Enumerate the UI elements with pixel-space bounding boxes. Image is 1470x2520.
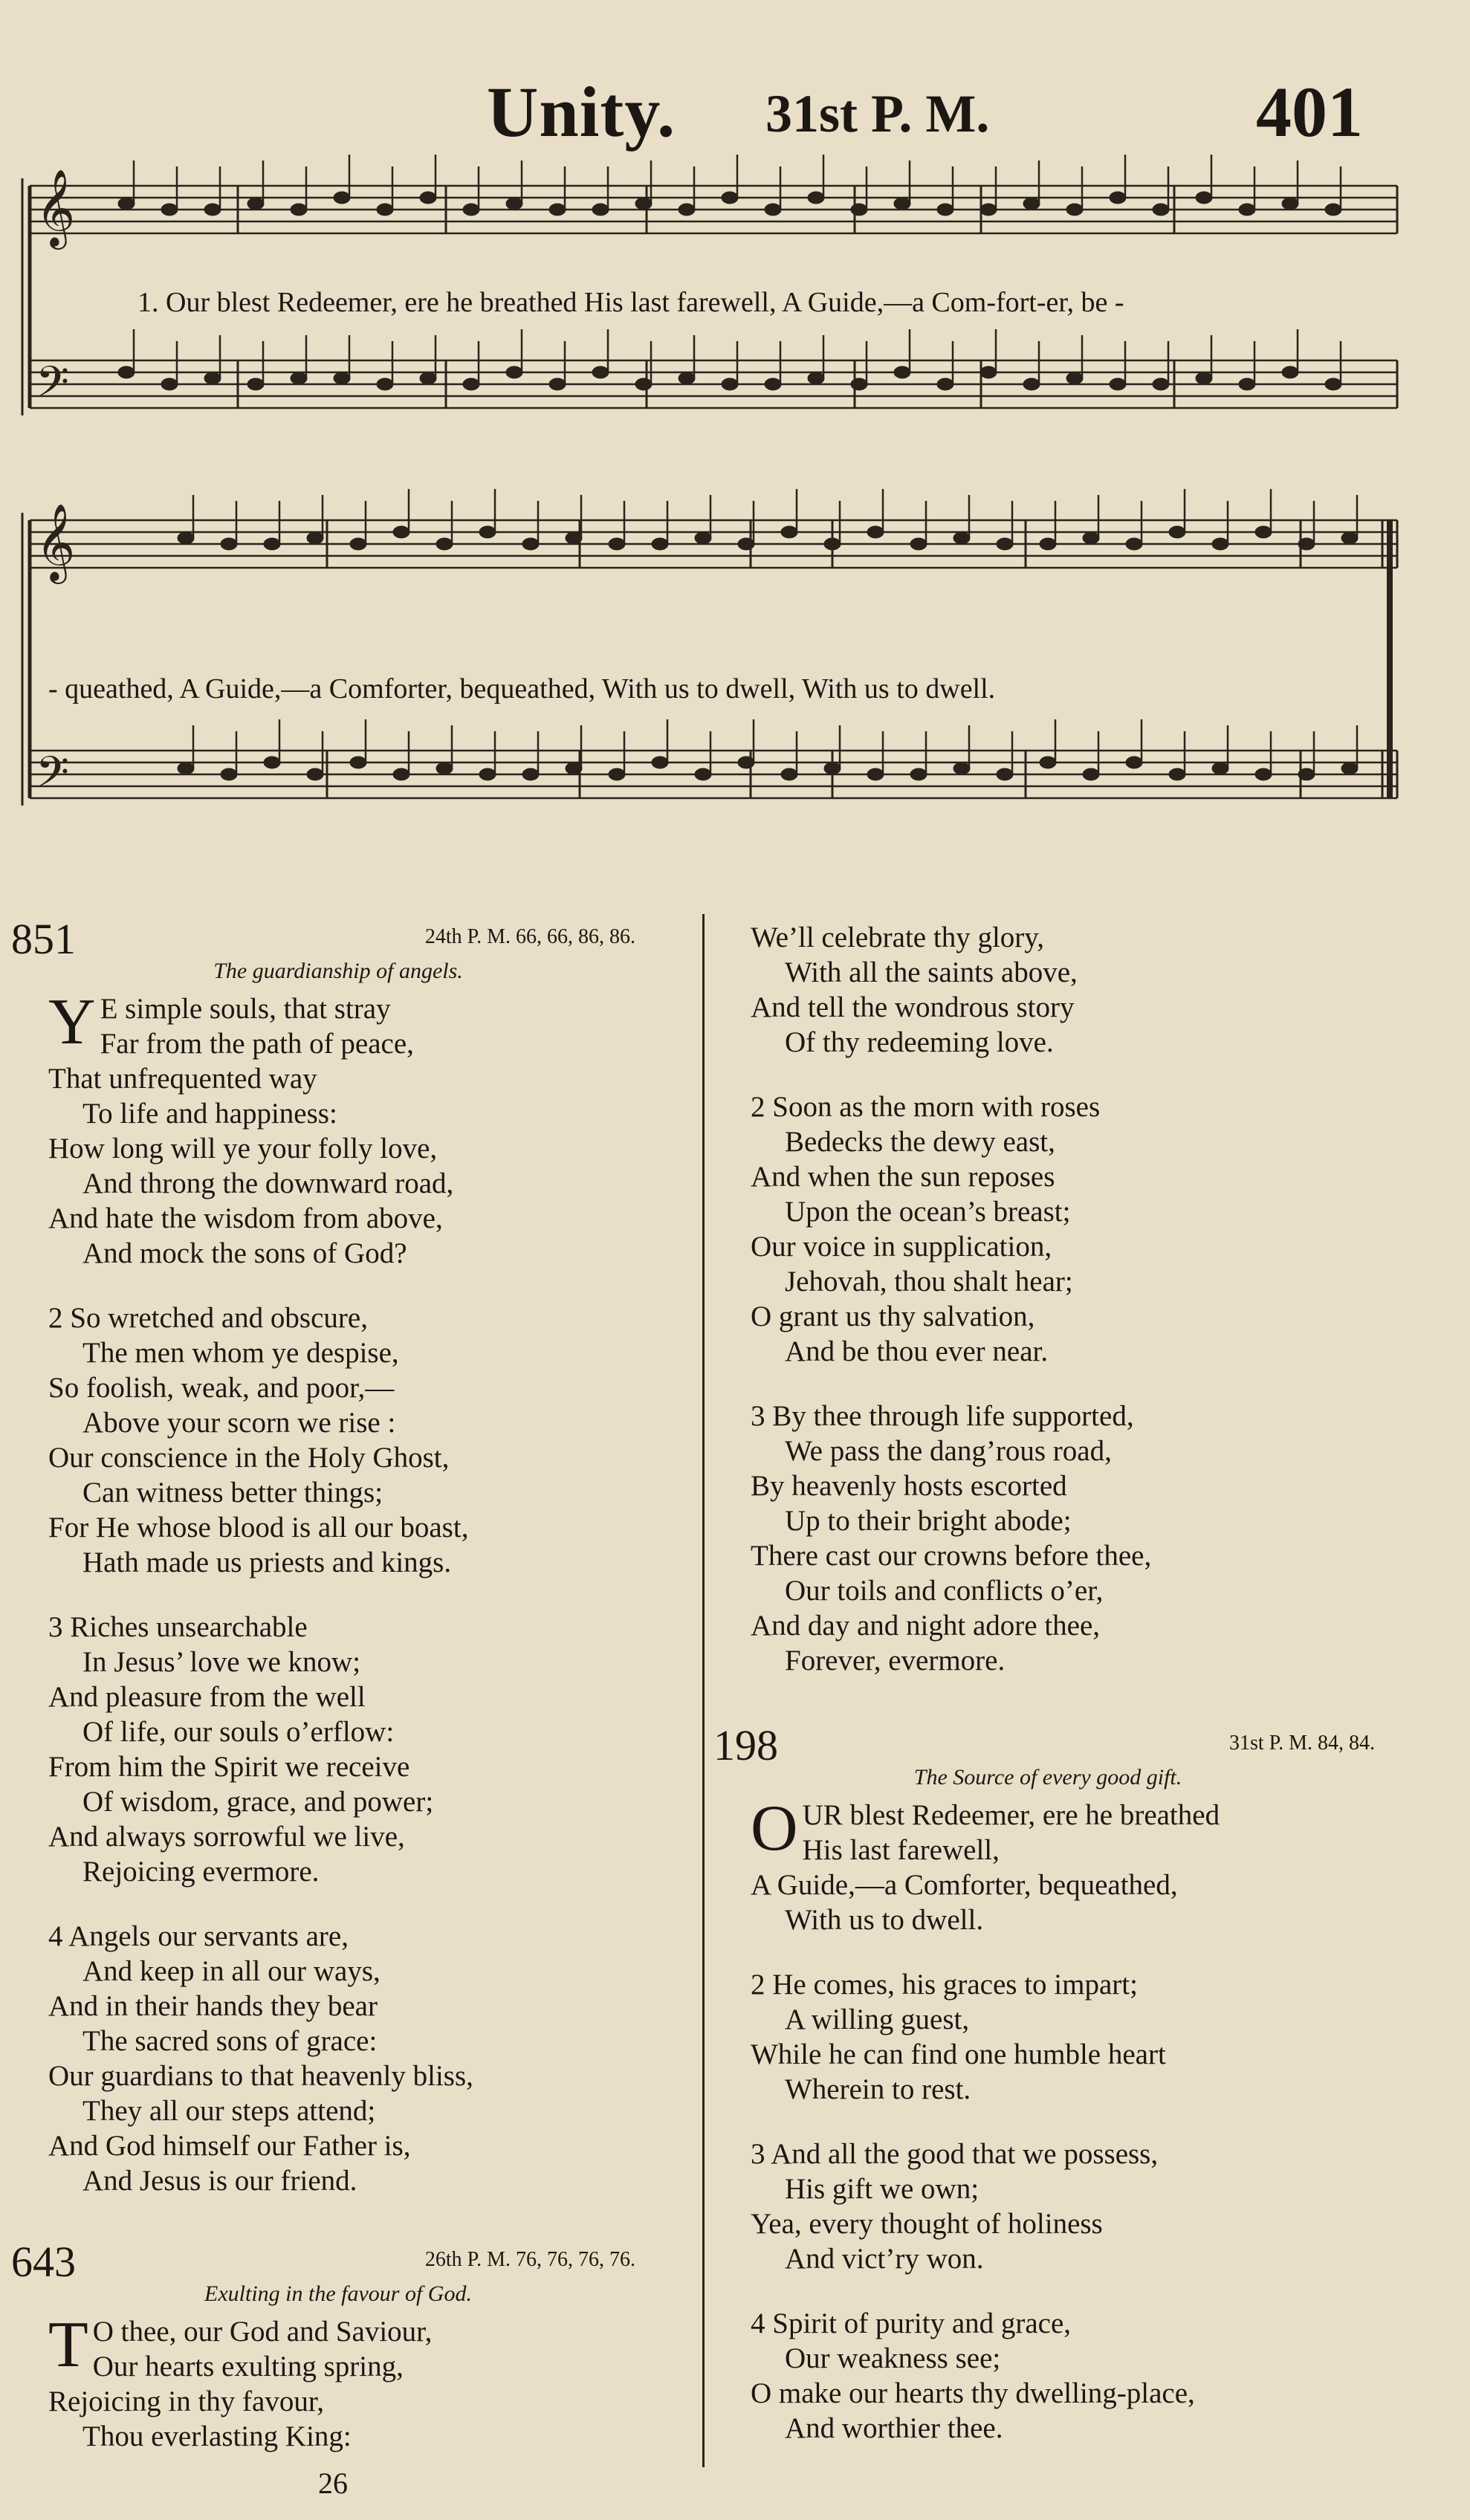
stanza [48, 1919, 665, 2198]
note-head [867, 768, 884, 780]
verse-line: His last farewell, [802, 1834, 1000, 1866]
verse-line: O make our hearts thy dwelling-place, [751, 2377, 1195, 2409]
note-head [1212, 762, 1228, 774]
note-head [1255, 768, 1272, 780]
note-head [781, 526, 797, 538]
hymn-subtitle: The guardianship of angels. [213, 959, 463, 983]
verse-line: His gift we own; [785, 2173, 980, 2205]
note-head [722, 192, 738, 204]
verse-line: Our hearts exulting spring, [92, 2351, 404, 2383]
note-head [1110, 378, 1126, 390]
note-head [635, 378, 652, 390]
verse-line: Our weakness see; [785, 2342, 1001, 2374]
verse-line: UR blest Redeemer, ere he breathed [802, 1799, 1220, 1831]
verse-line: Wherein to rest. [785, 2073, 971, 2105]
verse-line: 4 Angels our servants are, [48, 1920, 349, 1952]
hymn-meter: 31st P. M. 84, 84. [1228, 1732, 1375, 1755]
verse-line: In Jesus’ love we know; [82, 1646, 361, 1678]
verse-line: Jehovah, thou shalt hear; [785, 1266, 1073, 1298]
verse-line: For He whose blood is all our boast, [48, 1512, 469, 1544]
verse-line: And throng the downward road, [82, 1167, 454, 1199]
note-head [1255, 526, 1272, 538]
note-head [635, 198, 652, 210]
note-head [334, 192, 350, 204]
note-head [1298, 538, 1315, 550]
note-head [679, 204, 695, 216]
hymn-643 [11, 2237, 665, 2454]
verse-line: How long will ye your folly love, [48, 1133, 438, 1165]
note-head [420, 372, 436, 384]
verse-line: 4 Spirit of purity and grace, [751, 2307, 1072, 2339]
note-head [824, 538, 841, 550]
tune-meter: 31st P. M. [765, 84, 990, 143]
note-head [1196, 192, 1212, 204]
printer-signature: 26 [318, 2466, 348, 2500]
hymn-851 [11, 914, 665, 2198]
note-head [997, 538, 1013, 550]
note-head [118, 198, 135, 210]
note-head [997, 768, 1013, 780]
verse-line: By heavenly hosts escorted [751, 1470, 1067, 1502]
verse-line: E simple souls, that stray [100, 993, 391, 1025]
verse-line: We pass the dang’rous road, [785, 1435, 1112, 1467]
verse-line: And pleasure from the well [48, 1681, 366, 1713]
stanza [751, 1089, 1419, 1369]
tune-lyrics-line-1: 1. Our blest Redeemer, ere he breathed His last farewell, A Guide,—a Com-fort-er, be - [137, 287, 1124, 318]
verse-line: And keep in all our ways, [82, 1955, 381, 1987]
verse-line: And day and night adore thee, [751, 1610, 1101, 1642]
verse-line: They all our steps attend; [82, 2095, 376, 2127]
music-score [0, 0, 1470, 862]
note-head [522, 538, 539, 550]
note-head [1196, 372, 1212, 384]
note-head [851, 204, 867, 216]
note-head [609, 768, 625, 780]
verse-line: And vict’ry won. [785, 2243, 984, 2275]
note-head [463, 378, 479, 390]
note-head [1153, 204, 1169, 216]
stanza [751, 1399, 1419, 1678]
verse-line: 3 By thee through life supported, [751, 1400, 1134, 1432]
stanza [48, 1301, 665, 1580]
note-head [1169, 768, 1185, 780]
note-head [178, 762, 194, 774]
note-head [937, 378, 953, 390]
tune-lyrics-line-2: - queathed, A Guide,—a Comforter, bequeathed, With us to dwell, With us to dwell. [48, 673, 996, 705]
verse-line: 2 He comes, his graces to impart; [751, 1969, 1138, 2001]
verse-line: And tell the wondrous story [751, 991, 1075, 1023]
hymn-643-continued [751, 920, 1419, 1678]
hymn-number: 851 [11, 915, 76, 963]
note-head [566, 762, 582, 774]
hymn-meter: 26th P. M. 76, 76, 76, 76. [424, 2248, 635, 2271]
verse-line: A willing guest, [785, 2004, 970, 2035]
verse-line: From him the Spirit we receive [48, 1751, 410, 1783]
note-head [1110, 192, 1126, 204]
note-head [1325, 204, 1341, 216]
note-head [1083, 768, 1099, 780]
note-head [221, 768, 237, 780]
column-divider [702, 914, 705, 2467]
note-head [204, 372, 221, 384]
note-head [1239, 204, 1255, 216]
verse-line: Can witness better things; [82, 1477, 383, 1509]
note-head [393, 526, 409, 538]
note-head [1153, 378, 1169, 390]
hymn-subtitle: Exulting in the favour of God. [204, 2281, 472, 2306]
note-head [307, 532, 323, 544]
stanza [751, 2306, 1382, 2446]
note-head [851, 378, 867, 390]
page-number: 401 [1256, 72, 1363, 152]
verse-line: O thee, our God and Saviour, [92, 2316, 433, 2348]
verse-line: Bedecks the dewy east, [785, 1126, 1055, 1158]
note-head [479, 768, 496, 780]
note-head [264, 757, 280, 768]
verse-line: 2 So wretched and obscure, [48, 1302, 368, 1334]
note-head [1341, 762, 1358, 774]
note-head [291, 372, 307, 384]
verse-line: With us to dwell. [785, 1904, 984, 1936]
hymn-number: 198 [713, 1721, 778, 1769]
note-head [393, 768, 409, 780]
verse-line: 2 Soon as the morn with roses [751, 1091, 1101, 1123]
drop-cap: Y [48, 986, 96, 1058]
note-head [1040, 757, 1056, 768]
note-head [824, 762, 841, 774]
hymn-subtitle: The Source of every good gift. [913, 1765, 1182, 1789]
clef-icon: 𝄞 [36, 169, 76, 247]
verse-line: That unfrequented way [48, 1063, 317, 1095]
note-head [334, 372, 350, 384]
verse-line: And God himself our Father is, [48, 2130, 411, 2162]
verse-line: Thou everlasting King: [82, 2420, 352, 2452]
verse-line: And worthier thee. [785, 2412, 1003, 2444]
verse-line: And Jesus is our friend. [82, 2165, 357, 2197]
verse-line: Up to their bright abode; [785, 1505, 1072, 1537]
note-head [953, 532, 970, 544]
note-head [1341, 532, 1358, 544]
verse-line: Our guardians to that heavenly bliss, [48, 2060, 473, 2092]
verse-line: Of life, our souls o’erflow: [82, 1716, 395, 1748]
note-head [549, 378, 566, 390]
note-head [350, 757, 366, 768]
note-head [161, 378, 178, 390]
note-head [247, 378, 264, 390]
note-head [1282, 198, 1298, 210]
note-head [980, 366, 997, 378]
note-head [350, 538, 366, 550]
verse-line: And be thou ever near. [785, 1335, 1049, 1367]
note-head [808, 192, 824, 204]
note-head [264, 538, 280, 550]
verse-line: Above your scorn we rise : [82, 1407, 396, 1439]
note-head [506, 366, 522, 378]
tune-title: Unity. [487, 72, 676, 152]
note-head [867, 526, 884, 538]
verse-line: Yea, every thought of holiness [751, 2208, 1103, 2240]
note-head [463, 204, 479, 216]
note-head [377, 378, 393, 390]
verse-line: A Guide,—a Comforter, bequeathed, [751, 1869, 1178, 1901]
verse-line: And mock the sons of God? [82, 1237, 407, 1269]
note-head [204, 204, 221, 216]
note-head [808, 372, 824, 384]
verse-line: Of thy redeeming love. [785, 1026, 1054, 1058]
stanza [751, 2137, 1382, 2276]
note-head [1126, 538, 1142, 550]
clef-icon: 𝄞 [36, 503, 76, 581]
note-head [738, 538, 754, 550]
note-head [652, 757, 668, 768]
clef-icon: 𝄢 [36, 747, 70, 808]
note-head [1126, 757, 1142, 768]
verse-line: Rejoicing evermore. [82, 1856, 320, 1888]
verse-line: Our toils and conflicts o’er, [785, 1575, 1104, 1607]
verse-line: And always sorrowful we live, [48, 1821, 405, 1853]
drop-cap: O [751, 1792, 798, 1865]
verse-line: Our voice in supplication, [751, 1231, 1052, 1263]
verse-line: Rejoicing in thy favour, [48, 2385, 325, 2417]
verse-line: Forever, evermore. [785, 1645, 1006, 1677]
verse-line: The sacred sons of grace: [82, 2025, 378, 2057]
note-head [307, 768, 323, 780]
verse-line: O grant us thy salvation, [751, 1301, 1035, 1332]
note-head [738, 757, 754, 768]
note-head [291, 204, 307, 216]
note-head [420, 192, 436, 204]
drop-cap: T [48, 2309, 88, 2381]
verse-line: Far from the path of peace, [100, 1028, 414, 1060]
note-head [436, 762, 453, 774]
note-head [1282, 366, 1298, 378]
note-head [980, 204, 997, 216]
note-head [894, 366, 910, 378]
note-head [910, 538, 927, 550]
verse-line: While he can find one humble heart [751, 2038, 1166, 2070]
verse-line: And in their hands they bear [48, 1990, 378, 2022]
verse-line: To life and happiness: [82, 1098, 337, 1130]
note-head [765, 204, 781, 216]
note-head [1239, 378, 1255, 390]
note-head [609, 538, 625, 550]
verse-line: So foolish, weak, and poor,— [48, 1372, 395, 1404]
note-head [695, 532, 711, 544]
note-head [506, 198, 522, 210]
note-head [1298, 768, 1315, 780]
note-head [161, 204, 178, 216]
note-head [695, 768, 711, 780]
note-head [1212, 538, 1228, 550]
hymn-meter: 24th P. M. 66, 66, 86, 86. [424, 925, 635, 948]
verse-line: There cast our crowns before thee, [751, 1540, 1152, 1572]
verse-line: Our conscience in the Holy Ghost, [48, 1442, 450, 1474]
note-head [479, 526, 496, 538]
clef-icon: 𝄢 [36, 357, 70, 418]
note-head [178, 532, 194, 544]
note-head [1325, 378, 1341, 390]
note-head [765, 378, 781, 390]
stanza [751, 1967, 1382, 2107]
note-head [652, 538, 668, 550]
note-head [937, 204, 953, 216]
note-head [436, 538, 453, 550]
note-head [679, 372, 695, 384]
verse-line: And when the sun reposes [751, 1161, 1055, 1193]
note-head [1040, 538, 1056, 550]
verse-line: 3 Riches unsearchable [48, 1611, 308, 1643]
note-head [781, 768, 797, 780]
note-head [894, 198, 910, 210]
verse-line: Hath made us priests and kings. [82, 1546, 452, 1578]
note-head [1169, 526, 1185, 538]
verse-line: Upon the ocean’s breast; [785, 1196, 1071, 1228]
note-head [1066, 372, 1083, 384]
verse-line: 3 And all the good that we possess, [751, 2138, 1159, 2170]
note-head [1023, 198, 1040, 210]
note-head [722, 378, 738, 390]
note-head [247, 198, 264, 210]
note-head [118, 366, 135, 378]
note-head [592, 204, 609, 216]
verse-line: With all the saints above, [785, 956, 1078, 988]
note-head [1023, 378, 1040, 390]
verse-line: And hate the wisdom from above, [48, 1202, 443, 1234]
stanza [48, 1610, 665, 1889]
note-head [1066, 204, 1083, 216]
hymn-198 [713, 1720, 1382, 2446]
verse-line: We’ll celebrate thy glory, [751, 921, 1044, 953]
note-head [592, 366, 609, 378]
note-head [377, 204, 393, 216]
note-head [910, 768, 927, 780]
verse-line: Of wisdom, grace, and power; [82, 1786, 434, 1818]
note-head [1083, 532, 1099, 544]
note-head [522, 768, 539, 780]
note-head [566, 532, 582, 544]
note-head [953, 762, 970, 774]
note-head [549, 204, 566, 216]
hymn-number: 643 [11, 2238, 76, 2286]
verse-line: The men whom ye despise, [82, 1337, 399, 1369]
note-head [221, 538, 237, 550]
